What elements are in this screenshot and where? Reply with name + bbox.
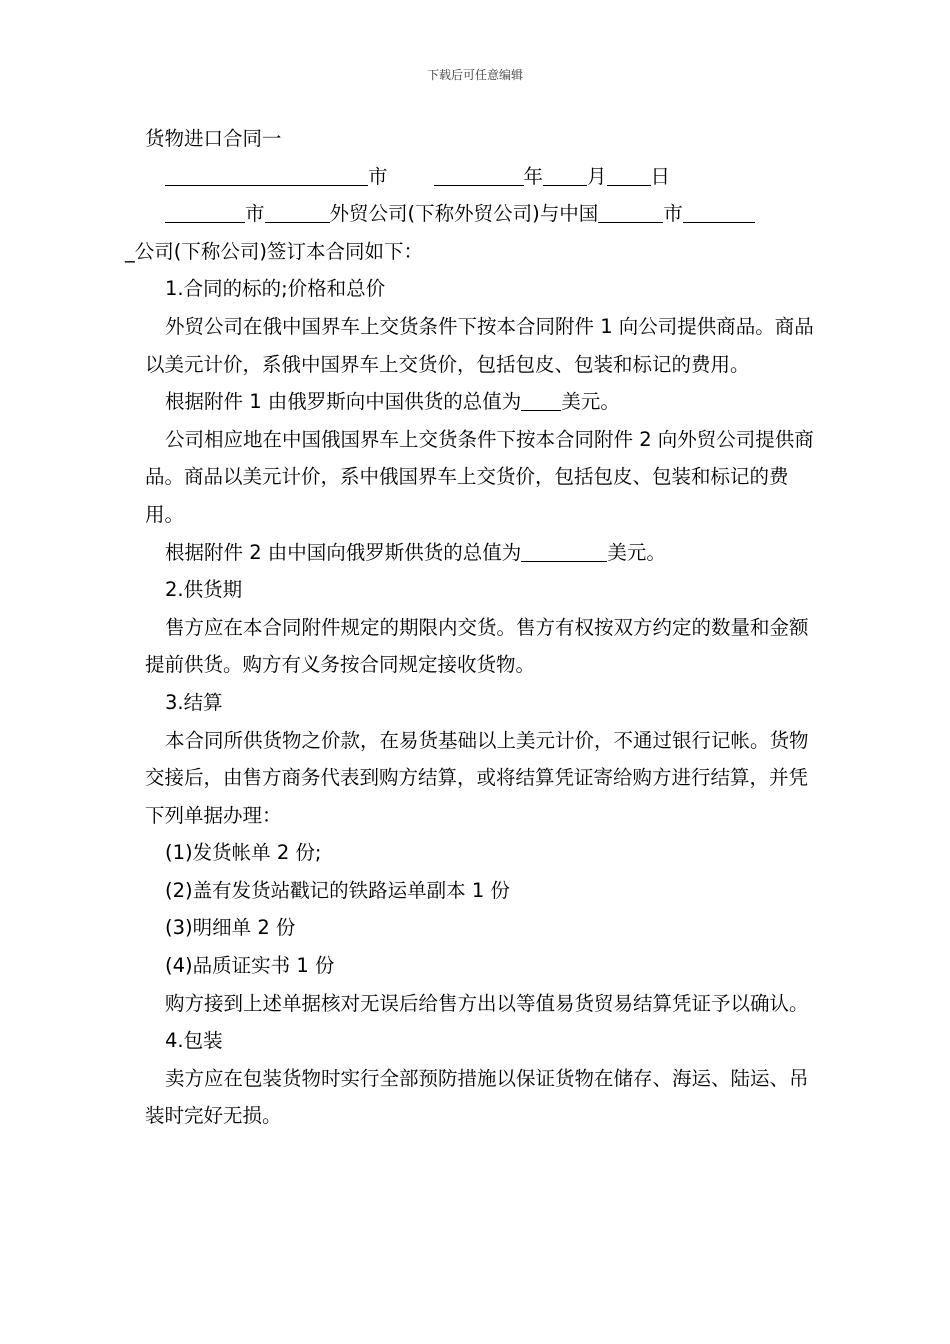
china-city-blank: [598, 200, 663, 223]
section-4-heading: 4.包装: [165, 1029, 223, 1053]
header-note: 下载后可任意编辑: [426, 68, 523, 82]
year-label: 年: [523, 164, 544, 188]
section-1-paragraph-2: 根据附件 1 由俄罗斯向中国供货的总值为 美元。: [165, 390, 620, 414]
document-body: [125, 120, 815, 1135]
section-3-paragraph-2: 购方接到上述单据核对无误后给售方出以等值易货贸易结算凭证予以确认。: [165, 991, 809, 1015]
day-blank: [607, 163, 651, 186]
section-1-paragraph-3: 公司相应地在中国俄国界车上交货条件下按本合同附件 2 向外贸公司提供商品。商品以美元计价，系中俄国界车上交货价，包括包皮、包装和标记的费用。: [145, 427, 814, 526]
section-2-heading: 2.供货期: [165, 578, 243, 602]
section-3-item-2: (2)盖有发货站戳记的铁路运单副本 1 份: [165, 878, 510, 902]
section-3-item-4: (4)品质证实书 1 份: [165, 954, 335, 978]
section-3-item-3: (3)明细单 2 份: [165, 916, 296, 940]
section-2-paragraph-1: 售方应在本合同附件规定的期限内交货。售方有权按双方约定的数量和金额提前供货。购方有义务按合同规定接收货物。: [145, 615, 809, 677]
year-blank: [434, 163, 524, 186]
month-blank: [543, 163, 587, 186]
party-city-blank: [165, 200, 245, 223]
section-3-paragraph-1: 本合同所供货物之价款，在易货基础以上美元计价，不通过银行记帐。货物交接后，由售方商务代表到购方结算，或将结算凭证寄给购方进行结算，并凭下列单据办理：: [145, 728, 809, 827]
section-1-heading: 1.合同的标的;价格和总价: [165, 277, 386, 301]
date-line: [145, 158, 815, 196]
document-title: 货物进口合同一: [145, 127, 282, 150]
section-4-paragraph-1: 卖方应在包装货物时实行全部预防措施以保证货物在储存、海运、陆运、吊装时完好无损。: [145, 1066, 809, 1128]
section-3-heading: 3.结算: [165, 690, 223, 714]
city-blank: [165, 163, 368, 186]
section-1-paragraph-1: 外贸公司在俄中国界车上交货条件下按本合同附件 1 向公司提供商品。商品以美元计价，系俄中国界车上交货价，包括包皮、包装和标记的费用。: [145, 314, 814, 376]
parties-paragraph: 市 外贸公司(下称外贸公司)与中国 市 _公司(下称公司)签订本合同如下：: [145, 195, 815, 270]
section-1-paragraph-4: 根据附件 2 由中国向俄罗斯供货的总值为 美元。: [165, 540, 666, 564]
month-label: 月: [587, 164, 607, 188]
china-company-blank: [683, 200, 755, 223]
day-label: 日: [650, 164, 671, 188]
city-label: 市: [368, 164, 388, 188]
section-3-item-1: (1)发货帐单 2 份;: [165, 841, 322, 865]
total-value-blank-2: [521, 539, 607, 562]
total-value-blank-1: [521, 388, 561, 411]
party-company-blank: [265, 200, 330, 223]
